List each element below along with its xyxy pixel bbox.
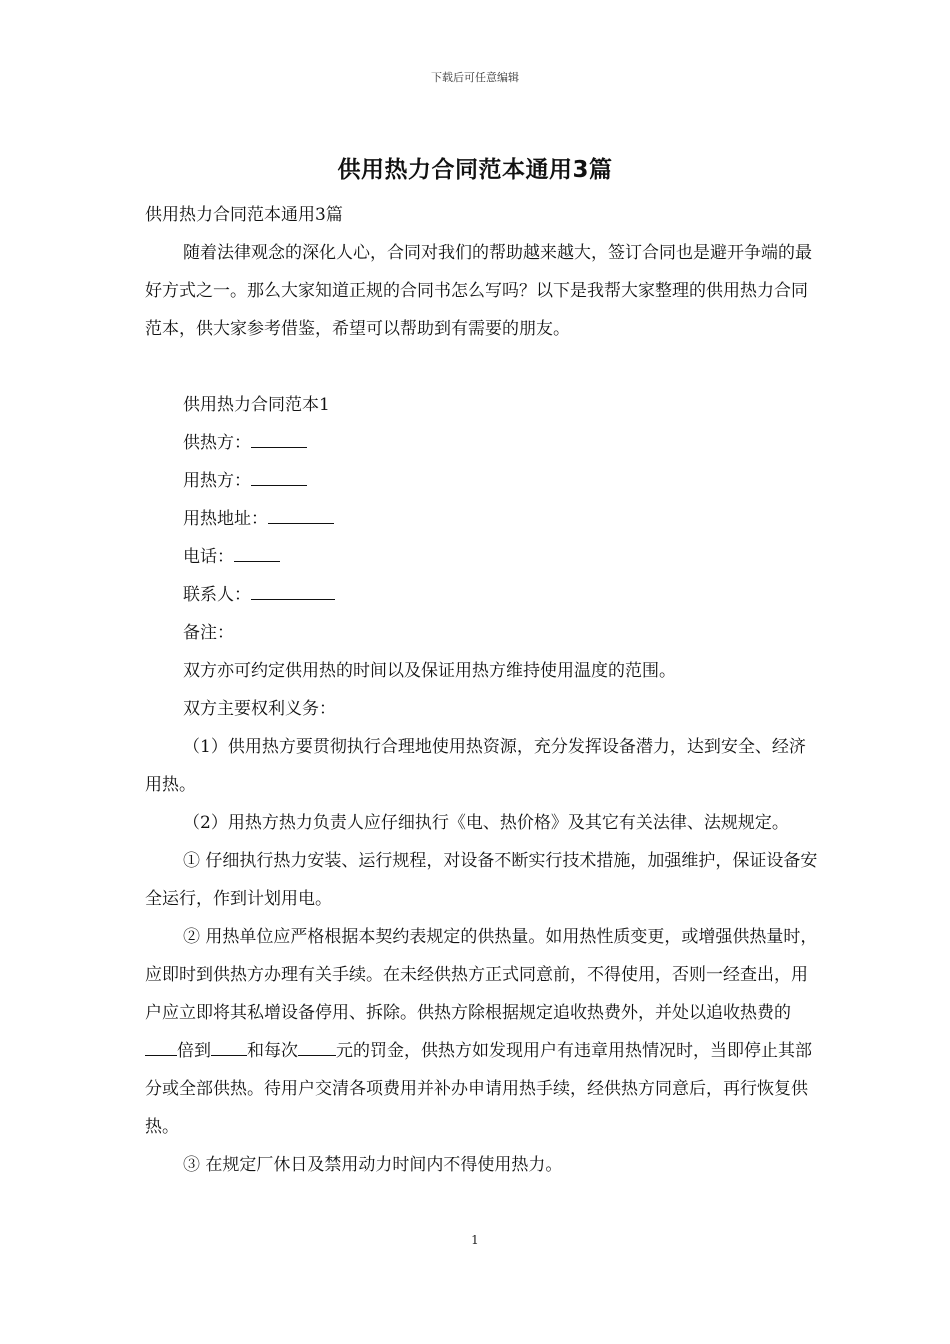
multiple-to-blank [211, 1041, 247, 1056]
contact-blank [251, 585, 335, 600]
sub-item-1-paragraph: ① 仔细执行热力安装、运行规程，对设备不断实行技术措施，加强维护，保证设备安全运行，作到计划用电。 [145, 851, 818, 909]
sub-item-2-text-c: 和每次 [247, 1041, 298, 1061]
intro-paragraph: 随着法律观念的深化人心，合同对我们的帮助越来越大，签订合同也是避开争端的最好方式之一。那么大家知道正规的合同书怎么写吗？以下是我帮大家整理的供用热力合同范本，供大家参考借鉴，希望可以帮助到有需要的朋友。 [145, 243, 812, 339]
multiple-from-blank [145, 1041, 177, 1056]
supplier-blank [251, 433, 307, 448]
document-subtitle: 供用热力合同范本通用3篇 [145, 205, 343, 225]
supplier-label: 供热方： [183, 433, 251, 453]
sub-item-2-paragraph [145, 918, 821, 1146]
phone-label: 电话： [183, 547, 234, 567]
contact-field [145, 576, 821, 614]
address-blank [268, 509, 334, 524]
item-2-paragraph: （2）用热方热力负责人应仔细执行《电、热价格》及其它有关法律、法规规定。 [183, 813, 789, 833]
sub-item-2-text-b: 倍到 [177, 1041, 211, 1061]
document-title: 供用热力合同范本通用3篇 [337, 157, 613, 183]
user-field [145, 462, 821, 500]
phone-blank [234, 547, 280, 562]
rights-heading: 双方主要权利义务： [183, 699, 336, 719]
fine-amount-blank [298, 1041, 336, 1056]
phone-field [145, 538, 821, 576]
item-1-paragraph: （1）供用热方要贯彻执行合理地使用热资源，充分发挥设备潜力，达到安全、经济用热。 [145, 737, 806, 795]
header-note: 下载后可任意编辑 [431, 71, 519, 84]
address-field [145, 500, 821, 538]
sub-item-2-text-d: 元的罚金，供热方如发现用户有违章用热情况时，当即停止其部分或全部供热。待用户交清各项费用并补办申请用热手续，经供热方同意后，再行恢复供热。 [145, 1041, 812, 1137]
remark-field [145, 614, 821, 652]
paragraph-gap [145, 348, 821, 386]
contact-label: 联系人： [183, 585, 251, 605]
section-title: 供用热力合同范本1 [183, 395, 330, 415]
remark-label: 备注： [183, 623, 234, 643]
agreement-paragraph: 双方亦可约定供用热的时间以及保证用热方维持使用温度的范围。 [183, 661, 676, 681]
sub-item-2-text-a: ② 用热单位应严格根据本契约表规定的供热量。如用热性质变更，或增强供热量时，应即时到供热方办理有关手续。在未经供热方正式同意前，不得使用，否则一经查出，用户应立即将其私增设备停用、拆除。供热方除根据规定追收热费外，并处以追收热费的 [145, 927, 818, 1023]
supplier-field [145, 424, 821, 462]
sub-item-3-paragraph: ③ 在规定厂休日及禁用动力时间内不得使用热力。 [183, 1155, 563, 1175]
document-body [145, 196, 821, 1184]
user-blank [251, 471, 307, 486]
page-number: 1 [471, 1233, 479, 1247]
address-label: 用热地址： [183, 509, 268, 529]
user-label: 用热方： [183, 471, 251, 491]
